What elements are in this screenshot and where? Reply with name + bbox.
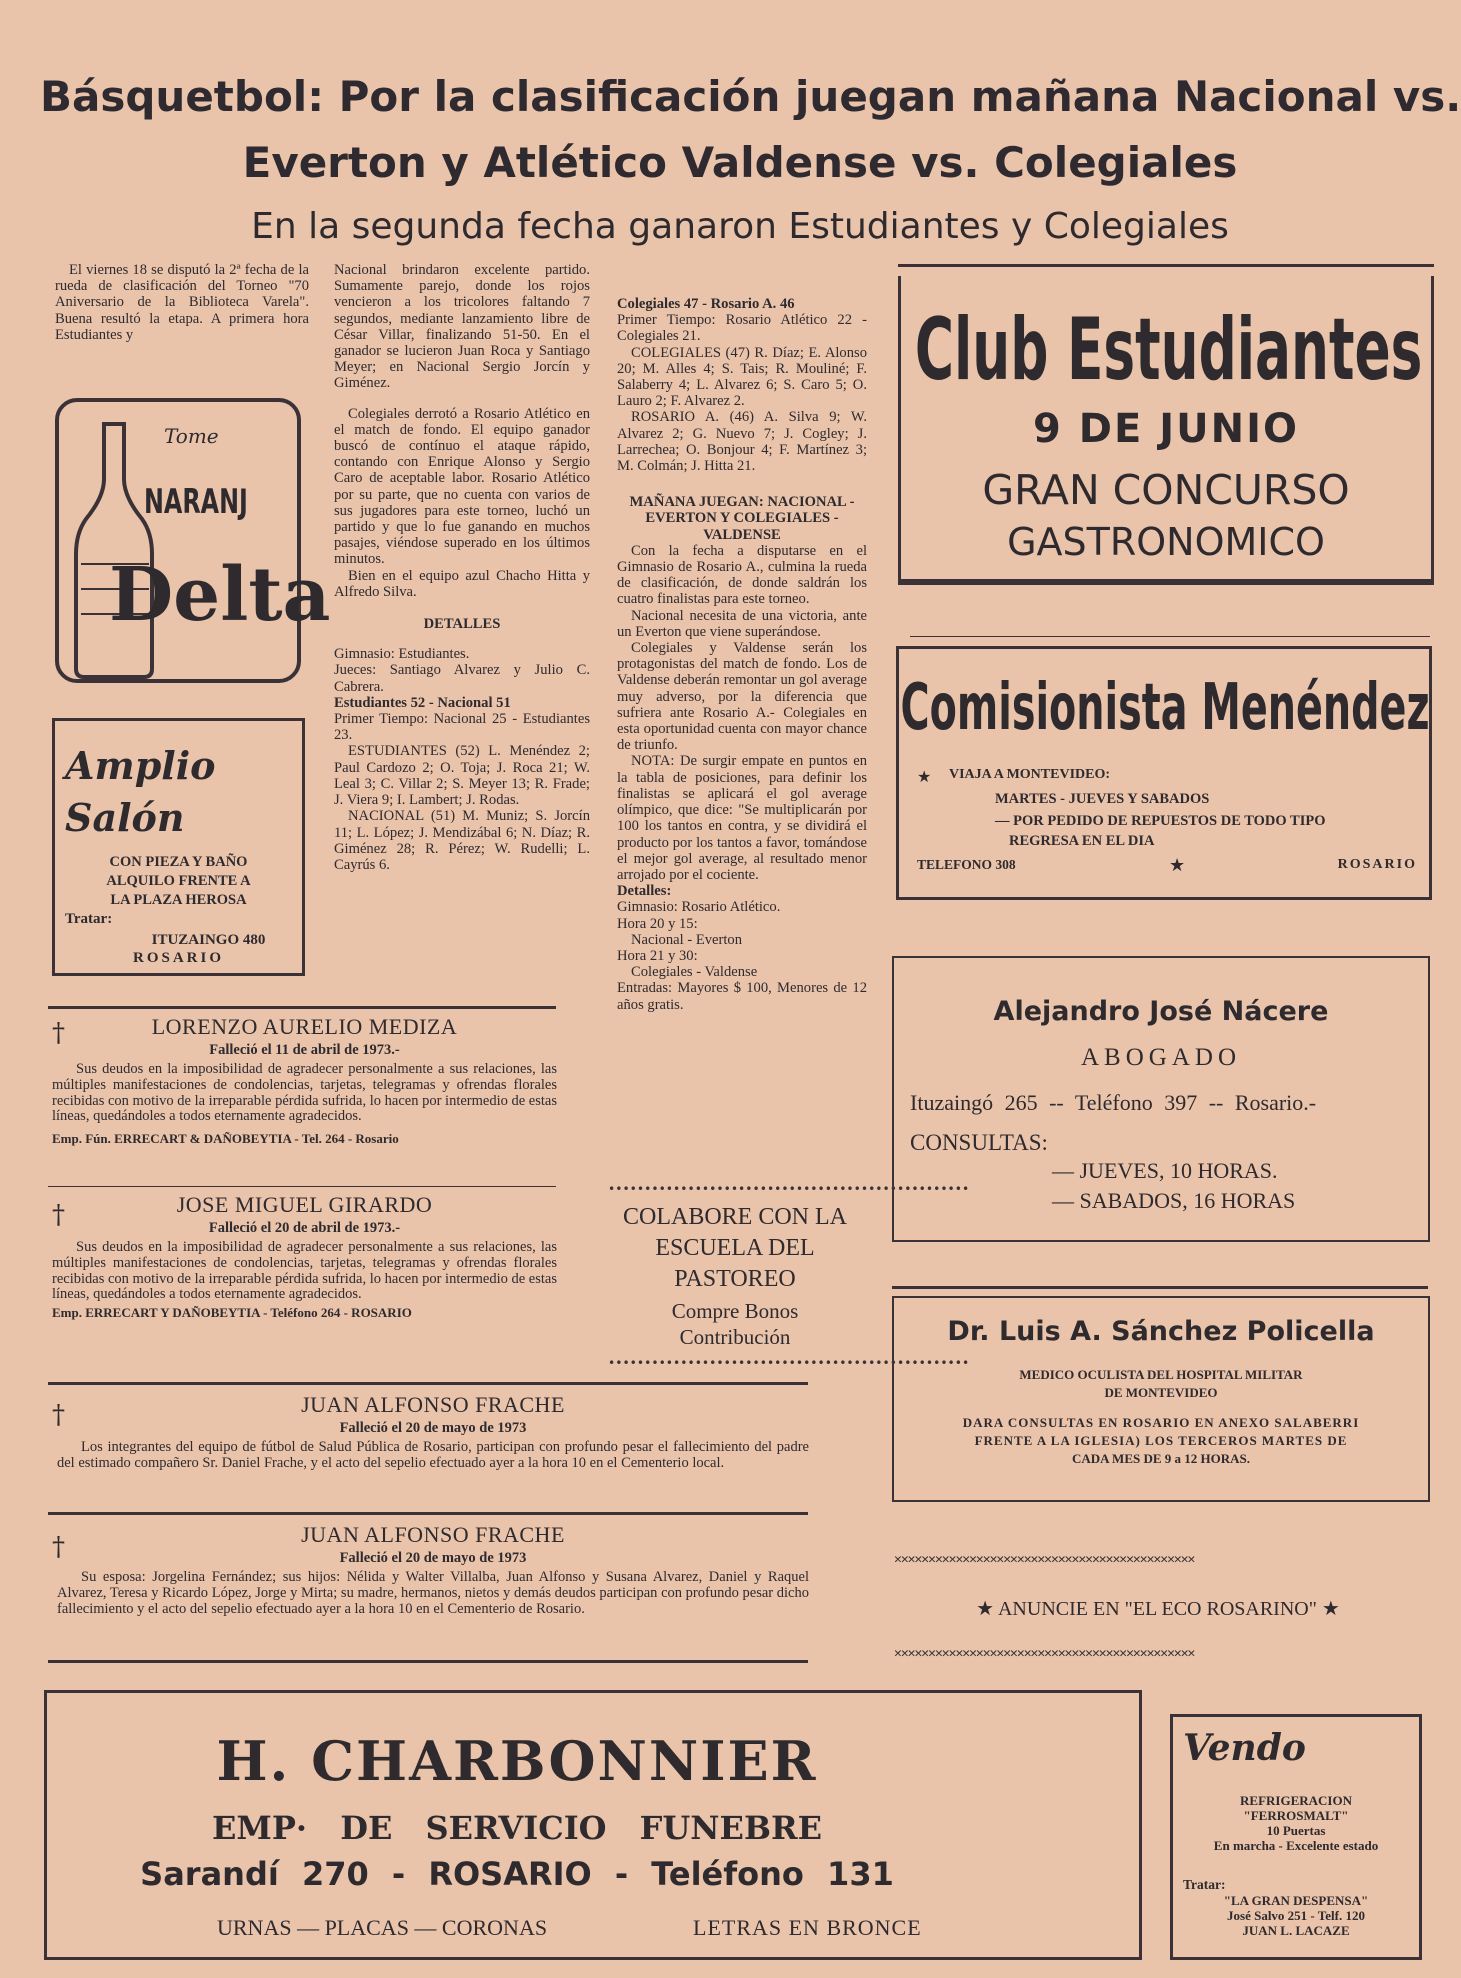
- obit-name: LORENZO AURELIO MEDIZA: [151, 1014, 458, 1039]
- delta-brand: Delta: [109, 552, 331, 638]
- manana-para: NOTA: De surgir empate en puntos en la tabla de posiciones, para definir los finalistas se aplicará el gol average olímpico, que dice: "Se multiplicarán por 100 los tantos en contra, y se dividirá el producto por los tantos a favor, tomándose el mejor gol average, al resultado menor arrojado por el cociente.: [617, 753, 867, 883]
- vendo-line6: José Salvo 251 - Telf. 120: [1227, 1908, 1365, 1923]
- charbonnier-name: H. CHARBONNIER: [216, 1729, 818, 1793]
- score-2: Colegiales 47 - Rosario A. 46: [617, 296, 795, 312]
- dotted-border: ••••••••••••••••••••••••••••••••••••••••••••••••••: [608, 1182, 970, 1196]
- vendo-line7: JUAN L. LACAZE: [1242, 1923, 1350, 1938]
- star-icon: ★: [1169, 855, 1186, 876]
- delta-ad: [55, 398, 331, 683]
- divider: [48, 1512, 808, 1515]
- article-para: Nacional brindaron excelente partido. Sumamente parejo, donde los rojos vencieron a los tricolores faltando 7 segundos, mediante lanzamiento libre de César Villar, finalizando 51-50. En el ganador se lucieron Juan Roca y Santiago Meyer; en Nacional Sergio Jorcín y Giménez.: [334, 262, 590, 392]
- manana-para: Colegiales y Valdense serán los protagonistas del match de fondo. Los de Valdense deberán remontar un gol average muy adverso, por la diferencia que sufriera ante Rosario A.- Colegiales en esta oportunidad cuenta con mayor chance de triunfo.: [617, 640, 867, 754]
- obit-date: Falleció el 20 de mayo de 1973: [339, 1420, 527, 1436]
- colabore-line1: COLABORE CON LA: [622, 1204, 847, 1230]
- dotted-border: ••••••••••••••••••••••••••••••••••••••••••••••••••: [608, 1356, 970, 1370]
- colabore-line3: PASTOREO: [674, 1266, 796, 1292]
- article-col3: [617, 262, 867, 1013]
- medico-line4: FRENTE A LA IGLESIA) LOS TERCEROS MARTES DE: [974, 1433, 1348, 1448]
- anuncie-line: [894, 1596, 1422, 1621]
- cross-icon: †: [52, 1200, 65, 1230]
- article-intro: [55, 262, 309, 343]
- comisionista-line2: MARTES - JUEVES Y SABADOS: [995, 791, 1210, 807]
- vendo-line4: En marcha - Excelente estado: [1213, 1838, 1379, 1853]
- divider: [892, 1286, 1428, 1289]
- detalles-line: Gimnasio: Estudiantes.: [334, 646, 470, 663]
- ornament-border: ✕✕✕✕✕✕✕✕✕✕✕✕✕✕✕✕✕✕✕✕✕✕✕✕✕✕✕✕✕✕✕✕✕✕✕✕✕✕✕✕✕✕✕✕: [894, 1646, 1195, 1661]
- star-icon: ★: [976, 1598, 998, 1620]
- score-1: Estudiantes 52 - Nacional 51: [334, 694, 511, 711]
- article-intro-text: El viernes 18 se disputó la 2ª fecha de la rueda de clasificación del Torneo "70 Aniversario de la Biblioteca Varela". Buena resultó la etapa. A primera hora Estudiantes y: [55, 262, 309, 343]
- club-estudiantes-ad: [898, 276, 1434, 582]
- vendo-tratar: Tratar:: [1183, 1877, 1226, 1892]
- medico-ad: [892, 1296, 1430, 1502]
- obituary: [52, 1522, 814, 1617]
- club-title: Club Estudiantes: [914, 300, 1423, 400]
- charbonnier-ad: [44, 1690, 1142, 1960]
- detalles-line: Jueces: Santiago Alvarez y Julio C. Cabrera.: [334, 662, 590, 695]
- salon-city: ROSARIO: [132, 950, 224, 966]
- det2-line: Entradas: Mayores $ 100, Menores de 12 años gratis.: [617, 980, 867, 1013]
- medico-name: Dr. Luis A. Sánchez Policella: [947, 1316, 1375, 1347]
- article-para: Bien en el equipo azul Chacho Hitta y Alfredo Silva.: [334, 567, 590, 600]
- colabore-line4: Compre Bonos: [671, 1299, 799, 1323]
- salon-tratar: Tratar:: [65, 911, 113, 927]
- team-nacional: NACIONAL (51) M. Muniz; S. Jorcín 11; L. López; J. Mendizábal 6; N. Díaz; R. Giménez 28; R. Pérez; W. Rudelli; L. Cayrús 6.: [334, 808, 590, 873]
- score-2-half: Primer Tiempo: Rosario Atlético 22 - Colegiales 21.: [617, 312, 867, 345]
- headline-line1: Básquetbol: Por la clasificación juegan mañana Nacional vs.: [40, 72, 1461, 121]
- divider: [48, 1006, 556, 1009]
- vendo-details: [1173, 1793, 1419, 1853]
- det2-line: Hora 21 y 30:: [617, 947, 698, 964]
- obituary: [52, 1392, 814, 1472]
- vendo-title: Vendo: [1183, 1727, 1306, 1769]
- charbonnier-line3: URNAS — PLACAS — CORONAS: [217, 1915, 548, 1940]
- charbonnier-line4: LETRAS EN BRONCE: [693, 1915, 922, 1940]
- obit-text: Sus deudos en la imposibilidad de agradecer personalmente a sus relaciones, las múltiples manifestaciones de condolencias, tarjetas, telegramas y ofrendas florales recibidas con motivo de la irreparable pérdida sufrida, lo hacen por intermedio de estas líneas, quedándoles a todos eternamente agradecidos.: [52, 1239, 557, 1303]
- obit-name: JUAN ALFONSO FRACHE: [301, 1522, 565, 1547]
- obituary: [52, 1014, 557, 1147]
- article-col2: [334, 262, 590, 873]
- abogado-title: ABOGADO: [1081, 1044, 1241, 1071]
- colabore-line5: Contribución: [679, 1325, 791, 1349]
- vendo-line1: REFRIGERACION: [1240, 1793, 1352, 1808]
- delta-naranja: NARANJ: [144, 482, 248, 522]
- team-colegiales: COLEGIALES (47) R. Díaz; E. Alonso 20; M. Alles 4; S. Tais; R. Mouliné; F. Salaberry 4; L. Alvarez 6; S. Caro 5; O. Lauro 2; F. Alvarez 2.: [617, 344, 867, 410]
- obit-emp: Emp. ERRECART Y DAÑOBEYTIA - Teléfono 264 - ROSARIO: [52, 1305, 412, 1321]
- divider: [48, 1660, 808, 1663]
- comisionista-line3: — POR PEDIDO DE REPUESTOS DE TODO TIPO: [995, 813, 1326, 829]
- det2-title: Detalles:: [617, 883, 672, 900]
- comisionista-city: ROSARIO: [1337, 857, 1417, 872]
- abogado-c2: — SABADOS, 16 HORAS: [1052, 1188, 1296, 1213]
- col3-spacer: [617, 262, 867, 296]
- salon-line2: ALQUILO FRENTE A: [106, 873, 251, 889]
- charbonnier-line1: EMP· DE SERVICIO FUNEBRE: [212, 1809, 822, 1847]
- salon-ad: [52, 718, 305, 976]
- divider: [898, 264, 1434, 267]
- det2-line: Nacional - Everton: [631, 931, 743, 948]
- obit-date: Falleció el 20 de mayo de 1973: [339, 1550, 527, 1566]
- star-icon: ★: [1316, 1598, 1340, 1620]
- club-line2: GASTRONOMICO: [1007, 520, 1325, 564]
- abogado-consultas: CONSULTAS:: [910, 1130, 1048, 1155]
- divider: [898, 582, 1434, 585]
- abogado-address: Ituzaingó 265 -- Teléfono 397 -- Rosario.-: [910, 1090, 1317, 1115]
- det2-line: Colegiales - Valdense: [631, 964, 758, 981]
- obit-name: JOSE MIGUEL GIRARDO: [176, 1192, 433, 1217]
- headline-subtitle: En la segunda fecha ganaron Estudiantes y Colegiales: [251, 206, 1229, 247]
- salon-title2: Salón: [65, 795, 185, 840]
- cross-icon: †: [52, 1532, 65, 1562]
- comisionista-title: Comisionista Menéndez: [900, 671, 1430, 745]
- manana-para: Con la fecha a disputarse en el Gimnasio de Rosario A., culmina la rueda de clasificación, de donde saldrán los cuatro finalistas para este torneo.: [617, 542, 867, 608]
- medico-line3: DARA CONSULTAS EN ROSARIO EN ANEXO SALABERRI: [962, 1415, 1360, 1430]
- detalles-title: DETALLES: [423, 616, 501, 633]
- medico-line5: CADA MES DE 9 a 12 HORAS.: [1071, 1451, 1251, 1466]
- divider: [48, 1382, 808, 1385]
- ornament-border: ✕✕✕✕✕✕✕✕✕✕✕✕✕✕✕✕✕✕✕✕✕✕✕✕✕✕✕✕✕✕✕✕✕✕✕✕✕✕✕✕✕✕✕✕: [894, 1552, 1195, 1567]
- obit-text: Los integrantes del equipo de fútbol de Salud Pública de Rosario, participan con profundo pesar el fallecimiento del padre del estimado compañero Sr. Daniel Frache, y el acto del sepelio efectuado ayer a la hora 10 en el Cementerio local.: [57, 1439, 809, 1471]
- det2-line: Gimnasio: Rosario Atlético.: [617, 899, 781, 916]
- det2-line: Hora 20 y 15:: [617, 915, 698, 932]
- score-1-half: Primer Tiempo: Nacional 25 - Estudiantes 23.: [334, 711, 590, 744]
- vendo-ad: [1170, 1714, 1422, 1960]
- vendo-line3: 10 Puertas: [1266, 1823, 1326, 1838]
- team-rosario: ROSARIO A. (46) A. Silva 9; W. Alvarez 2; G. Nuevo 7; J. Cogley; J. Larrechea; O. Bonjour 4; F. Martínez 3; M. Colmán; J. Hitta 21.: [617, 409, 867, 475]
- delta-tome: Tome: [164, 424, 219, 448]
- abogado-ad: [892, 956, 1430, 1242]
- salon-addr: ITUZAINGO 480: [151, 932, 266, 948]
- vendo-line5: "LA GRAN DESPENSA": [1223, 1893, 1369, 1908]
- medico-line2: DE MONTEVIDEO: [1104, 1385, 1218, 1400]
- charbonnier-line2: Sarandí 270 - ROSARIO - Teléfono 131: [140, 1855, 894, 1893]
- club-date: 9 DE JUNIO: [1033, 406, 1299, 452]
- anuncie-text: ANUNCIE EN "EL ECO ROSARINO": [997, 1598, 1317, 1620]
- salon-details: [55, 853, 302, 910]
- salon-line1: CON PIEZA Y BAÑO: [109, 854, 248, 870]
- medico-details: [894, 1366, 1428, 1468]
- cross-icon: †: [52, 1018, 65, 1048]
- obit-date: Falleció el 11 de abril de 1973.-: [209, 1042, 400, 1058]
- cross-icon: †: [52, 1400, 65, 1430]
- colabore-ad: [600, 1202, 870, 1350]
- article-para: Colegiales derrotó a Rosario Atlético en el match de fondo. El equipo ganador buscó de contínuo el ataque rápido, contando con Enrique Alonso y Sergio Caro de aceptable labor. Rosario Atlético por su parte, que no cuenta con varios de sus jugadores para este torneo, luchó un partido y que lo fue ganando en muchos pasajes, viéndose superado en los últimos minutos.: [334, 405, 590, 568]
- vendo-contact: [1173, 1893, 1419, 1938]
- team-estudiantes: ESTUDIANTES (52) L. Menéndez 2; Paul Cardozo 2; O. Toja; J. Roca 21; W. Leal 3; C. Villar 2; S. Meyer 13; R. Frade; J. Viera 9; I. Lambert; J. Rodas.: [334, 743, 590, 809]
- obit-name: JUAN ALFONSO FRACHE: [301, 1392, 565, 1417]
- vendo-line2: "FERROSMALT": [1243, 1808, 1349, 1823]
- divider: [910, 636, 1430, 637]
- obit-text: Sus deudos en la imposibilidad de agradecer personalmente a sus relaciones, las múltiples manifestaciones de condolencias, tarjetas, telegramas y ofrendas florales recibidas con motivo de la irreparable pérdida sufrida, lo hacen por intermedio de estas líneas, quedándoles a todos eternamente agradecidos.: [52, 1061, 557, 1125]
- obituary: [52, 1192, 557, 1321]
- obit-date: Falleció el 20 de abril de 1973.-: [208, 1220, 401, 1236]
- abogado-c1: — JUEVES, 10 HORAS.: [1052, 1158, 1278, 1183]
- divider: [48, 1186, 556, 1187]
- headline-line2: Everton y Atlético Valdense vs. Colegiales: [242, 138, 1238, 187]
- star-icon: ★: [917, 767, 932, 786]
- medico-line1: MEDICO OCULISTA DEL HOSPITAL MILITAR: [1019, 1367, 1303, 1382]
- salon-line3: LA PLAZA HEROSA: [110, 892, 247, 908]
- salon-title1: Amplio: [65, 743, 216, 788]
- obit-emp: Emp. Fún. ERRECART & DAÑOBEYTIA - Tel. 264 - Rosario: [52, 1131, 399, 1147]
- comisionista-tel: TELEFONO 308: [917, 857, 1016, 872]
- comisionista-line4: REGRESA EN EL DIA: [1009, 833, 1155, 849]
- club-line1: GRAN CONCURSO: [982, 466, 1350, 514]
- comisionista-line1: VIAJA A MONTEVIDEO:: [949, 767, 1111, 782]
- manana-para: Nacional necesita de una victoria, ante un Everton que viene superándose.: [617, 607, 867, 640]
- comisionista-ad: [896, 646, 1432, 900]
- colabore-line2: ESCUELA DEL: [655, 1235, 815, 1261]
- obit-text: Su esposa: Jorgelina Fernández; sus hijos: Nélida y Walter Villalba, Juan Alfonso y Susana Alvarez, Daniel y Raquel Alvarez, Teresa y Ricardo López, Jorge y Mirta; su madre, hermanos, nietos y demás deudos participan con profundo pesar dicho fallecimiento y el acto del sepelio efectuado ayer a la hora 10 en el Cementerio de Rosario.: [57, 1569, 809, 1617]
- manana-title: MAÑANA JUEGAN: NACIONAL - EVERTON Y COLEGIALES - VALDENSE: [629, 494, 855, 543]
- salon-address: [55, 931, 302, 967]
- abogado-name: Alejandro José Nácere: [993, 996, 1329, 1027]
